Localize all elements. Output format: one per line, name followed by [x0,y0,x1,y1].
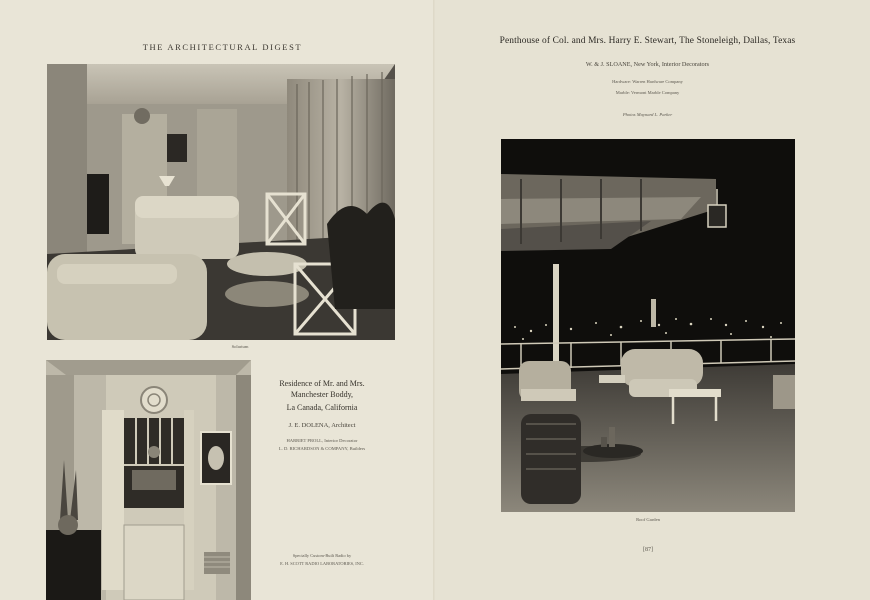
hardware-credit: Hardware: Warren Hardware Company [612,79,683,84]
solarium-caption: Solarium [231,344,249,349]
architect-credit: J. E. DOLENA, Architect [288,422,356,429]
cabinet-photo [46,360,251,600]
residence-title-line3: La Canada, California [286,403,358,412]
radio-credit-line1: Specially Custom-Built Radio by [292,553,352,558]
roof-garden-caption: Roof Garden [636,517,660,522]
solarium-photo [47,64,395,340]
supplier-credits [470,76,825,98]
marble-credit: Marble: Vermont Marble Company [615,90,680,95]
decorator-credit: HARRIET PROLL, Interior Decorator [286,438,358,443]
residence-title-line2: Manchester Boddy, [290,390,354,399]
penthouse-title: Penthouse of Col. and Mrs. Harry E. Stewart, The Stoneleigh, Dallas, Texas [499,36,796,46]
residence-title-line1: Residence of Mr. and Mrs. [279,379,365,388]
page-number: [87] [643,547,653,553]
radio-credit-line2: E. H. SCOTT RADIO LABORATORIES, INC. [280,561,364,566]
radio-credit [262,552,382,568]
decorators-credit: W. & J. SLOANE, New York, Interior Decorators [585,61,710,68]
residence-credits [262,378,382,453]
roof-garden-photo [501,139,795,512]
running-head: THE ARCHITECTURAL DIGEST [142,42,303,52]
builder-credit: L. D. RICHARDSON & COMPANY, Builders [278,446,366,451]
photo-credit: Photos Maynard L. Parker [622,112,673,117]
